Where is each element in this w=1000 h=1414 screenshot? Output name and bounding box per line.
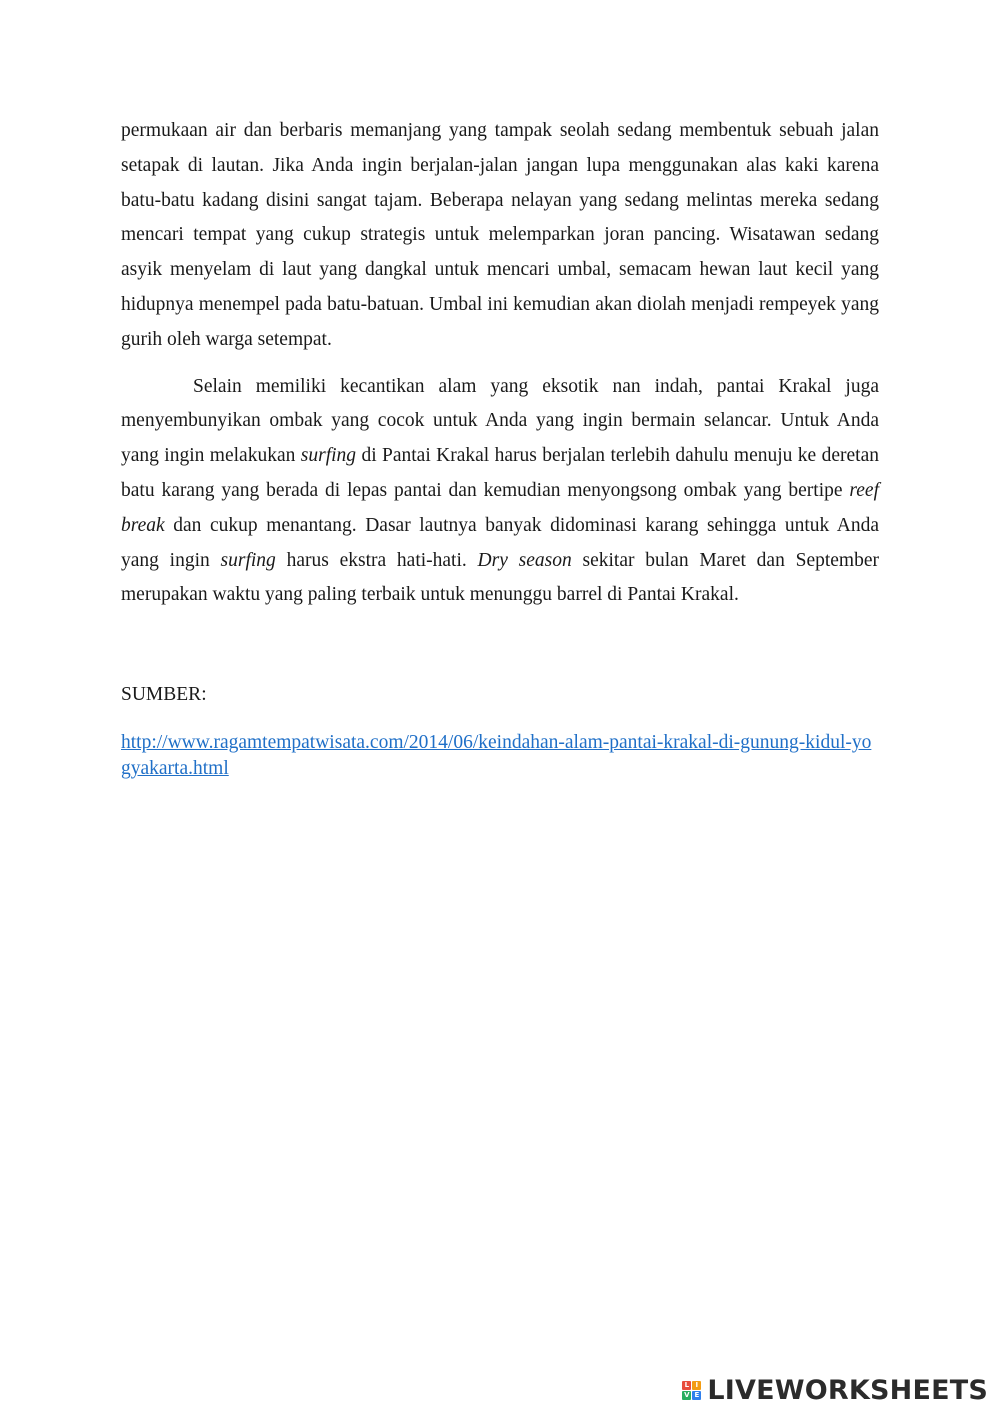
italic-term: reef break <box>121 479 879 536</box>
text-run: Selain memiliki kecantikan alam yang eksotik nan indah, pantai Krakal juga menyembunyikan ombak yang cocok untuk Anda yang ingin bermain selancar. Untuk Anda yang ingin melakukan <box>121 375 879 467</box>
document-body <box>121 114 879 613</box>
italic-term: surfing <box>300 445 357 467</box>
text-run: permukaan air dan berbaris memanjang yang tampak seolah sedang membentuk sebuah jalan setapak di lautan. Jika Anda ingin berjalan-jalan jangan lupa menggunakan alas kaki karena batu-batu kadang disini sangat tajam. Beberapa nelayan yang sedang melintas mereka sedang mencari tempat yang cukup strategis untuk melemparkan joran pancing. Wisatawan sedang asyik menyelam di laut yang dangkal untuk mencari umbal, semacam hewan laut kecil yang hidupnya menempel pada batu-batuan. Umbal ini kemudian akan diolah menjadi rempeyek yang gurih oleh warga setempat. <box>121 120 879 350</box>
source-link[interactable]: http://www.ragamtempatwisata.com/2014/06/keindahan-alam-pantai-krakal-di-gunung-kidul-yogyakarta.html <box>121 732 872 779</box>
paragraph-1 <box>121 114 879 358</box>
italic-term: Dry season <box>477 549 572 571</box>
logo-tile-l: L <box>682 1381 691 1390</box>
liveworksheets-icon <box>682 1381 701 1400</box>
source-label: SUMBER: <box>121 684 207 705</box>
liveworksheets-logo <box>682 1375 988 1406</box>
brand-name: LIVEWORKSHEETS <box>707 1375 988 1406</box>
logo-tile-i: I <box>692 1381 701 1390</box>
logo-tile-e: E <box>692 1391 701 1400</box>
paragraph-2 <box>121 370 879 614</box>
text-run: harus ekstra hati-hati. <box>275 549 478 571</box>
italic-term: surfing <box>220 549 276 571</box>
logo-tile-v: V <box>684 1391 690 1399</box>
text-run: sekitar bulan Maret dan September merupakan waktu yang paling terbaik untuk menunggu barrel di Pantai Krakal. <box>121 549 879 606</box>
text-run: dan cukup menantang. Dasar lautnya banyak didominasi karang sehingga untuk Anda yang ingin <box>121 514 879 571</box>
text-run: di Pantai Krakal harus berjalan terlebih dahulu menuju ke deretan batu karang yang berada di lepas pantai dan kemudian menyongsong ombak yang bertipe <box>121 445 879 501</box>
